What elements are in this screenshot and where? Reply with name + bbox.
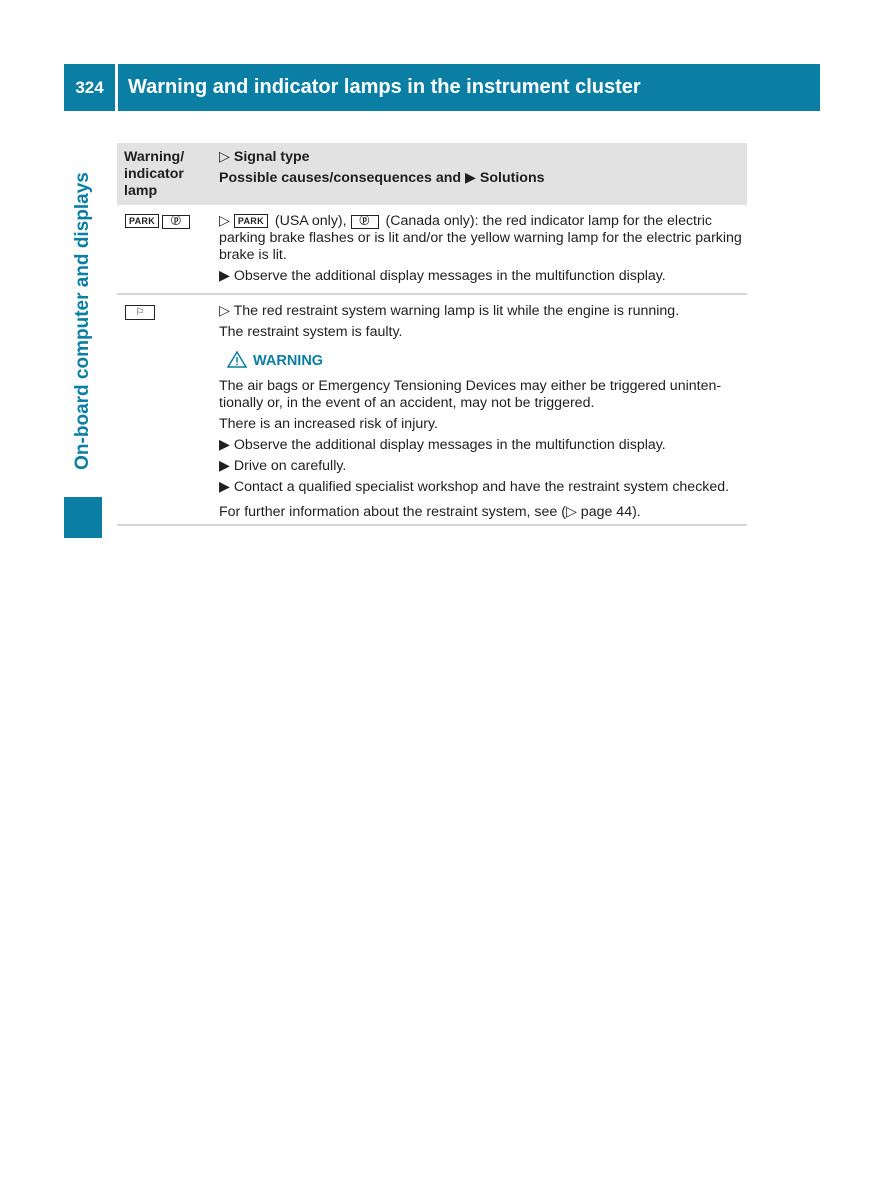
column-header-lamp-line: lamp xyxy=(124,183,158,199)
risk-text: There is an increased risk of injury. xyxy=(219,416,438,432)
solution-item: ▶ Contact a qualified specialist workshop and have the restraint system checked. xyxy=(219,479,730,495)
column-header-signal-type: ▷ Signal type xyxy=(219,149,310,165)
park-lamp-icon: PARK xyxy=(125,214,159,228)
warning-heading xyxy=(227,351,747,370)
signal-marker: ▷ xyxy=(219,213,234,229)
column-header-lamp-line: Warning/ xyxy=(124,149,185,165)
parking-brake-icon: ⓟ xyxy=(162,215,190,229)
table-row xyxy=(117,205,747,295)
lamp-cell xyxy=(117,205,212,293)
table-header xyxy=(117,143,747,205)
page-number: 324 xyxy=(75,78,104,97)
warning-label: WARNING xyxy=(253,353,324,369)
cause-description: The restraint system is faulty. xyxy=(219,324,403,340)
column-header-solutions: Possible causes/consequences and ▶ Solutions xyxy=(219,170,545,186)
warning-text: The air bags or Emergency Tensioning Devices may either be triggered uninten- tionally or, in the event of an accident, may not be triggered. xyxy=(219,378,722,411)
column-header-lamp xyxy=(117,143,212,205)
park-lamp-icon: PARK xyxy=(234,214,268,228)
signal-description: ▷ The red restraint system warning lamp is lit while the engine is running. xyxy=(219,303,680,319)
header-divider xyxy=(115,64,118,111)
parking-brake-icon: ⓟ xyxy=(351,215,379,229)
further-info-reference[interactable]: For further information about the restraint system, see (▷ page 44). xyxy=(219,504,641,520)
signal-cell xyxy=(212,295,747,524)
solution-item: ▶ Drive on carefully. xyxy=(219,458,347,474)
table-row xyxy=(117,295,747,526)
page-header xyxy=(64,64,820,111)
warning-triangle-icon xyxy=(227,351,247,368)
solution-item: ▶ Observe the additional display messages in the multifunction display. xyxy=(219,437,666,453)
lamp-cell xyxy=(117,295,212,524)
restraint-system-icon: ⚐ xyxy=(125,305,155,320)
signal-text-usa: (USA only), xyxy=(270,213,351,229)
solution-item: ▶ Observe the additional display messages in the multifunction display. xyxy=(219,268,666,284)
column-header-lamp-line: indicator xyxy=(124,166,184,182)
signal-text-canada: (Canada only): the red indicator lamp for the electric parking brake flashes or is lit and/or the yellow warning lamp for the electric parking brake is lit. xyxy=(219,213,742,263)
warning-lamps-table xyxy=(117,143,747,526)
signal-description xyxy=(219,213,747,264)
column-header-signal xyxy=(212,143,545,205)
page-title: Warning and indicator lamps in the instrument cluster xyxy=(128,76,641,98)
chapter-tab-label: On-board computer and displays xyxy=(72,172,93,470)
signal-cell xyxy=(212,205,747,293)
